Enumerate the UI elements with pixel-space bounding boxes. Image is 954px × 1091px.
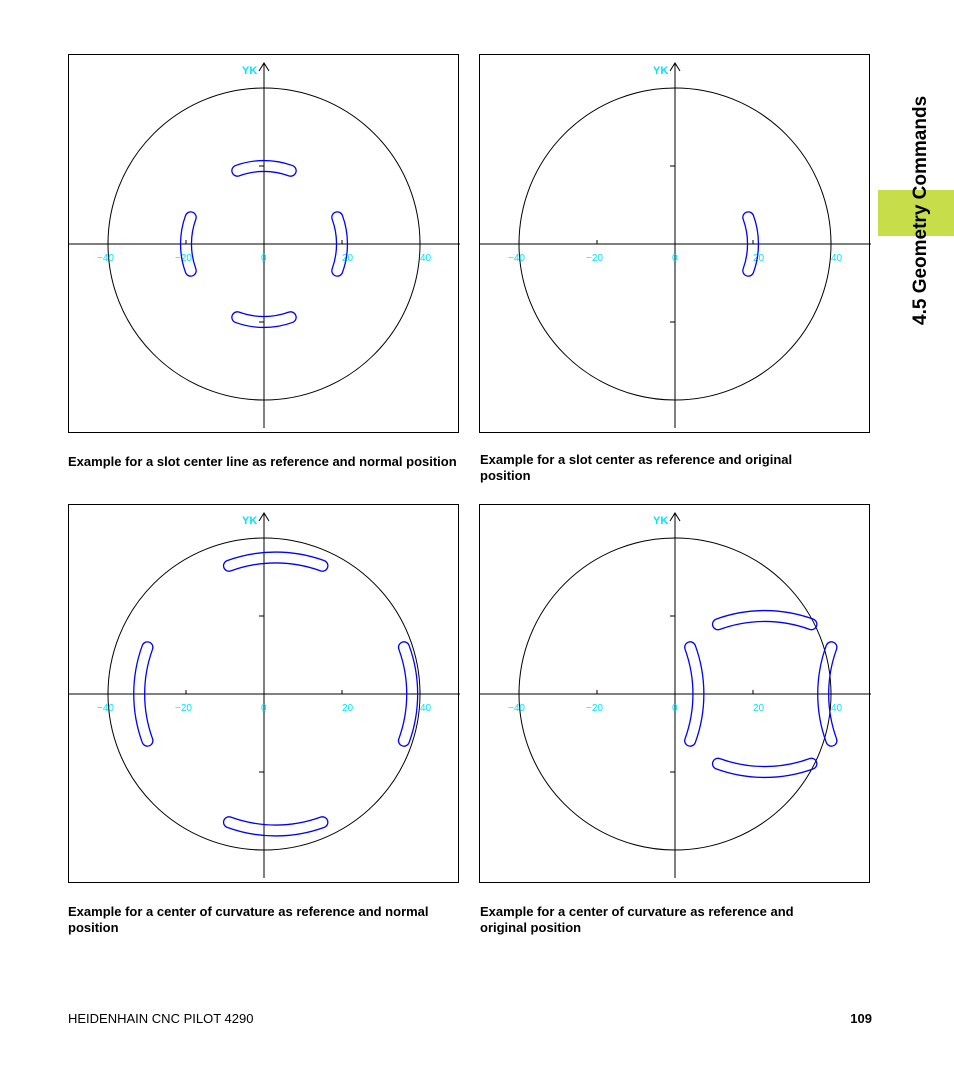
x-tick-label: −40 xyxy=(97,253,114,264)
x-tick-label: 20 xyxy=(753,703,765,714)
x-tick-label: 0 xyxy=(261,703,267,714)
x-tick-label: 40 xyxy=(420,253,432,264)
figure-plot-2 xyxy=(480,55,871,434)
figure-panel-1 xyxy=(68,54,459,433)
y-axis-label: YK xyxy=(653,515,669,527)
figure-panel-4 xyxy=(479,504,870,883)
figure-plot-4 xyxy=(480,505,871,884)
slot-contour xyxy=(224,552,328,571)
section-title-vertical xyxy=(910,50,940,330)
figure-caption-3: Example for a center of curvature as reference and normal position xyxy=(68,904,429,935)
section-title: 4.5 Geometry Commands xyxy=(910,95,931,325)
x-tick-label: 40 xyxy=(831,703,843,714)
figure-plot-3 xyxy=(69,505,460,884)
x-tick-label: −40 xyxy=(97,703,114,714)
figure-caption-2: Example for a slot center as reference and original position xyxy=(480,452,793,483)
footer-manual-name: HEIDENHAIN CNC PILOT 4290 xyxy=(68,1011,254,1026)
x-tick-label: 20 xyxy=(342,253,354,264)
x-tick-label: 0 xyxy=(672,703,678,714)
slot-contour xyxy=(224,817,328,836)
y-axis-label: YK xyxy=(242,65,258,77)
x-tick-label: −20 xyxy=(175,253,192,264)
x-tick-label: 20 xyxy=(753,253,765,264)
x-tick-label: −40 xyxy=(508,253,525,264)
x-tick-label: 0 xyxy=(261,253,267,264)
slot-contour xyxy=(713,611,817,630)
y-axis-label: YK xyxy=(242,515,258,527)
figure-plot-1 xyxy=(69,55,460,434)
x-tick-label: 40 xyxy=(420,703,432,714)
x-tick-label: 20 xyxy=(342,703,354,714)
x-tick-label: −20 xyxy=(586,253,603,264)
y-axis-label: YK xyxy=(653,65,669,77)
slot-contour xyxy=(713,758,817,777)
figure-caption-1: Example for a slot center line as reference and normal position xyxy=(68,454,457,469)
x-tick-label: 0 xyxy=(672,253,678,264)
x-tick-label: −20 xyxy=(586,703,603,714)
figure-panel-2 xyxy=(479,54,870,433)
footer-page-number: 109 xyxy=(850,1011,872,1026)
x-tick-label: −40 xyxy=(508,703,525,714)
x-tick-label: −20 xyxy=(175,703,192,714)
x-tick-label: 40 xyxy=(831,253,843,264)
figure-caption-4: Example for a center of curvature as reference and original position xyxy=(480,904,794,935)
figure-panel-3 xyxy=(68,504,459,883)
